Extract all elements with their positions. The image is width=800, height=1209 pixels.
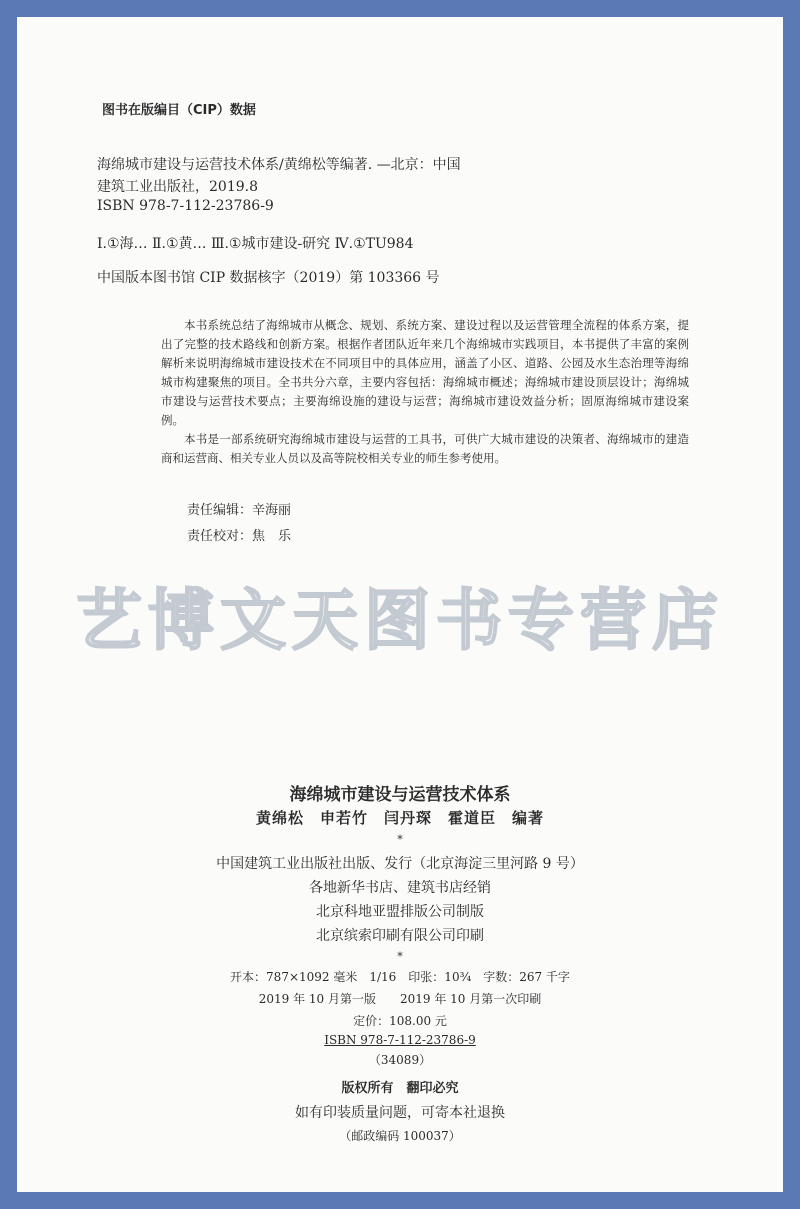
summary-paragraph-1: 本书系统总结了海绵城市从概念、规划、系统方案、建设过程以及运营管理全流程的体系方案，提出了完整的技术路线和创新方案。根据作者团队近年来几个海绵城市实践项目，本书提供了丰富的案例解析来说明海绵城市建设技术在不同项目中的具体应用，涵盖了小区、道路、公园及水生态治理等海绵城市构建聚焦的项目。全书共分六章，主要内容包括：海绵城市概述；海绵城市建设顶层设计；海绵城市建设与运营技术要点；主要海绵设施的建设与运营；海绵城市建设效益分析；固原海绵城市建设案例。 xyxy=(161,318,689,427)
colophon-price: 定价：108.00 元 xyxy=(353,1014,447,1028)
cip-line-1: 海绵城市建设与运营技术体系/黄绵松等编著. —北京：中国 xyxy=(97,157,461,173)
store-watermark: 艺博文天图书专营店 xyxy=(76,582,724,659)
cip-line-5: 中国版本图书馆 CIP 数据核字（2019）第 103366 号 xyxy=(97,270,440,286)
summary-paragraph-2: 本书是一部系统研究海绵城市建设与运营的工具书，可供广大城市建设的决策者、海绵城市的建造商和运营商、相关专业人员以及高等院校相关专业的师生参考使用。 xyxy=(161,432,689,465)
cip-line-3: ISBN 978-7-112-23786-9 xyxy=(97,198,274,214)
cip-line-4: Ⅰ.①海… Ⅱ.①黄… Ⅲ.①城市建设-研究 Ⅳ.①TU984 xyxy=(97,236,414,252)
colophon-code: （34089） xyxy=(368,1053,432,1067)
cip-heading: 图书在版编目（CIP）数据 xyxy=(102,103,256,118)
separator-star-1: * xyxy=(397,833,403,846)
colophon-postcode: （邮政编码 100037） xyxy=(339,1129,461,1143)
colophon-typesetter: 北京科地亚盟排版公司制版 xyxy=(316,904,484,920)
colophon-printer: 北京缤索印刷有限公司印刷 xyxy=(316,928,484,944)
colophon-title: 海绵城市建设与运营技术体系 xyxy=(289,785,511,805)
book-summary xyxy=(161,316,689,468)
colophon-notice: 如有印装质量问题，可寄本社退换 xyxy=(295,1105,505,1121)
colophon-edition: 2019 年 10 月第一版 2019 年 10 月第一次印刷 xyxy=(258,992,542,1006)
responsible-editor: 责任编辑：辛海丽 xyxy=(187,503,292,518)
responsible-proofreader: 责任校对：焦 乐 xyxy=(187,529,292,544)
cip-line-2: 建筑工业出版社，2019.8 xyxy=(97,179,258,195)
colophon-format: 开本：787×1092 毫米 1/16 印张：10¾ 字数：267 千字 xyxy=(230,970,570,984)
colophon-publisher: 中国建筑工业出版社出版、发行（北京海淀三里河路 9 号） xyxy=(216,856,584,872)
colophon-rights: 版权所有 翻印必究 xyxy=(341,1081,459,1096)
book-page xyxy=(17,17,783,1192)
colophon-isbn: ISBN 978-7-112-23786-9 xyxy=(324,1033,476,1047)
colophon-distributor: 各地新华书店、建筑书店经销 xyxy=(309,880,491,896)
separator-star-2: * xyxy=(397,950,403,963)
colophon-authors: 黄绵松 申若竹 闫丹琛 霍道臣 编著 xyxy=(255,809,544,827)
